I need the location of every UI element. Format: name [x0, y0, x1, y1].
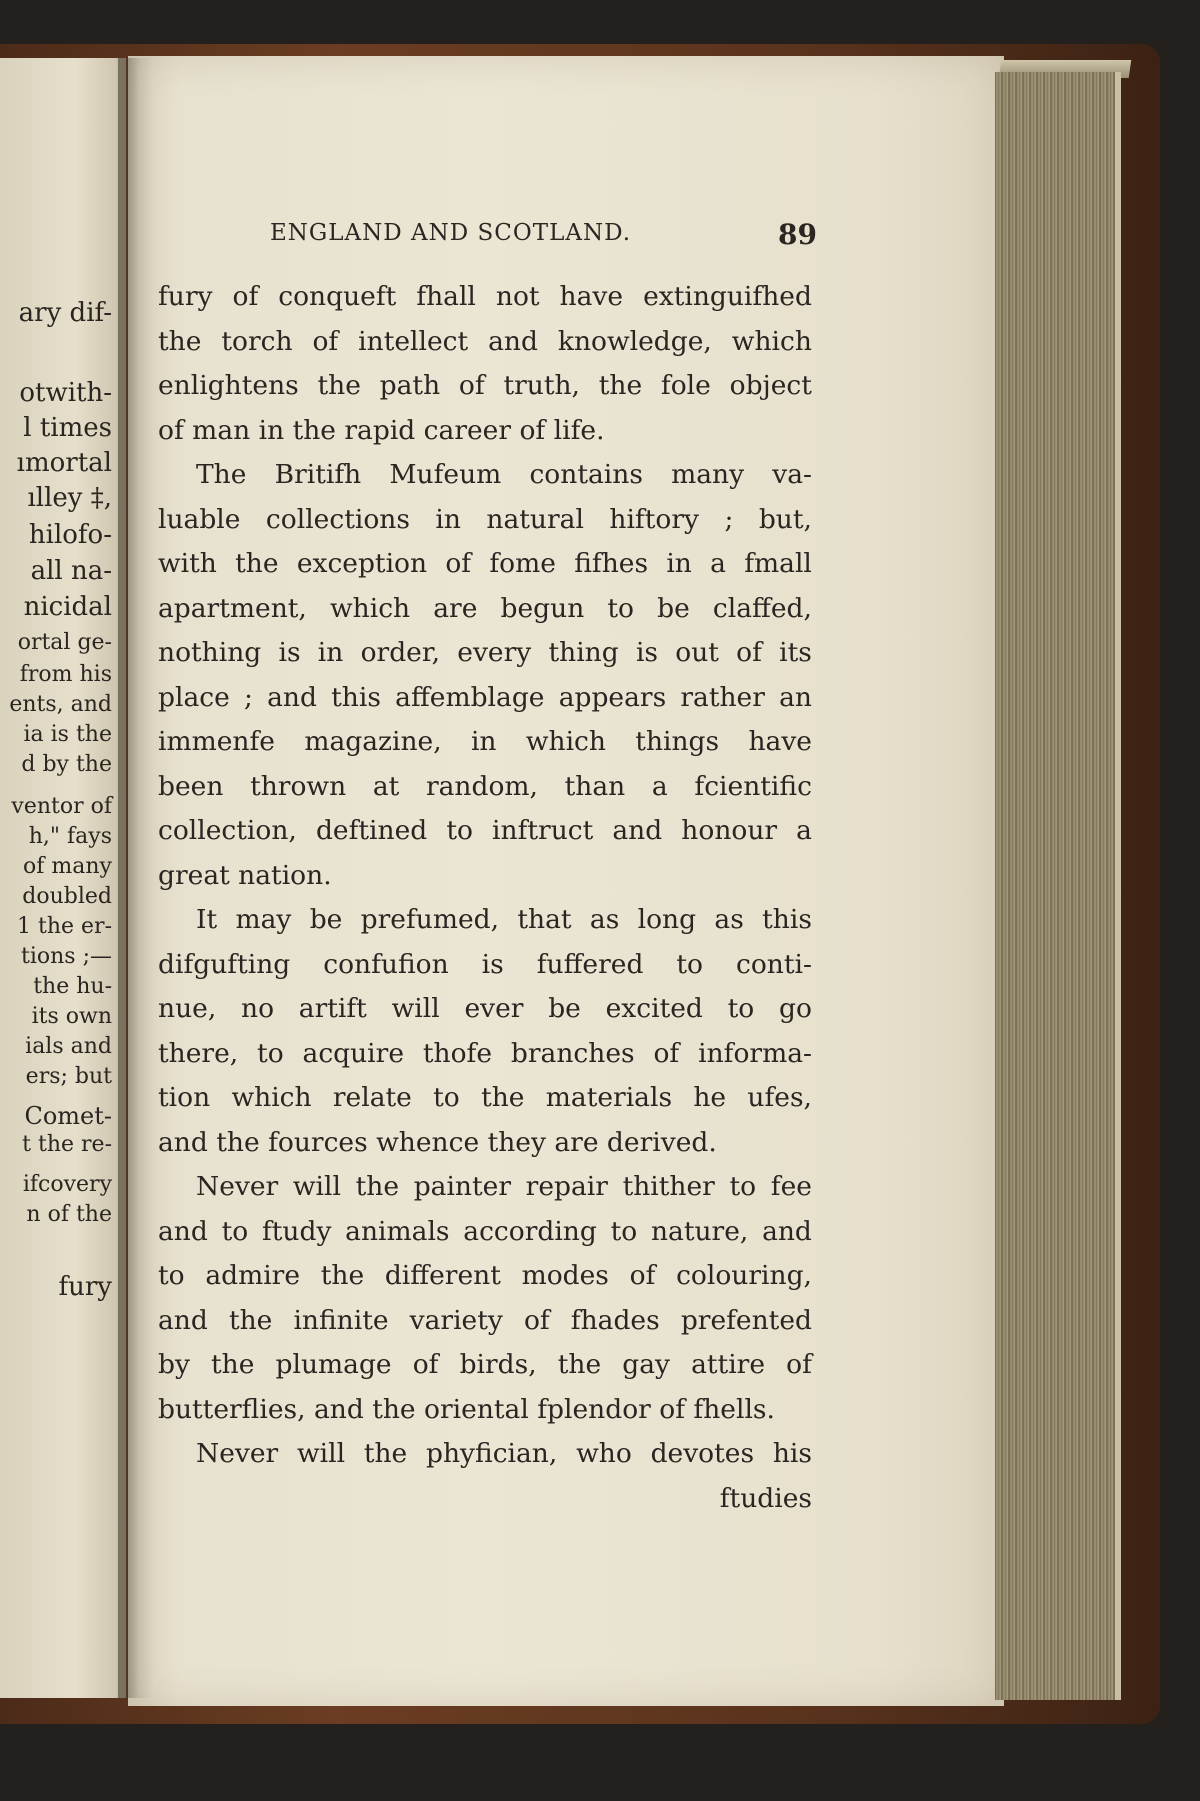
page-number: 89	[778, 218, 817, 251]
left-page-line: from his	[19, 662, 112, 687]
left-page-line: hilofo-	[28, 520, 112, 550]
left-page-line: n of the	[26, 1202, 112, 1227]
text-line: and the infinite variety of fhades prefented	[158, 1304, 812, 1336]
text-line: there, to acquire thofe branches of informa-	[158, 1037, 812, 1069]
left-page-line: ia is the	[23, 722, 112, 747]
text-line: nue, no artift will ever be excited to go	[158, 993, 812, 1024]
text-line: been thrown at random, than a fcientific	[158, 770, 812, 802]
left-page-line: of many	[23, 854, 112, 879]
left-page-line: Comet-	[24, 1102, 112, 1130]
body-text	[158, 275, 812, 1521]
left-page-line: ents, and	[9, 692, 112, 717]
text-line: and the fources whence they are derived.	[158, 1126, 717, 1158]
text-line: collection, deftined to inftruct and honour a	[158, 815, 812, 846]
text-line: the torch of intellect and knowledge, which	[158, 325, 812, 357]
text-line: fury of conqueft fhall not have extinguifhed	[158, 281, 812, 312]
text-line: nothing is in order, every thing is out of its	[158, 637, 812, 668]
running-head: ENGLAND AND SCOTLAND.	[270, 220, 632, 246]
text-line: Never will the phyfician, who devotes his	[196, 1438, 812, 1469]
text-line: of man in the rapid career of life.	[158, 414, 605, 446]
left-page-line: fury	[58, 1272, 112, 1302]
text-line: with the exception of fome fifhes in a fmall	[158, 548, 812, 579]
left-page-line: the hu-	[33, 974, 112, 999]
left-page-line: doubled	[22, 884, 112, 909]
text-line: by the plumage of birds, the gay attire of	[158, 1349, 812, 1380]
text-line: to admire the different modes of colouring,	[158, 1260, 812, 1291]
text-line: luable collections in natural hiftory ; but,	[158, 503, 812, 535]
left-page-line: ılley ‡,	[27, 483, 112, 513]
left-page-line: tions ;—	[21, 944, 112, 969]
text-line: apartment, which are begun to be claffed,	[158, 592, 812, 624]
text-line: great nation.	[158, 859, 332, 891]
text-line: tion which relate to the materials he ufes,	[158, 1082, 812, 1113]
text-line: and to ftudy animals according to nature, and	[158, 1215, 812, 1247]
left-page-line: l times	[23, 413, 112, 443]
gutter-shadow	[118, 58, 154, 1698]
page-edges	[995, 72, 1121, 1700]
left-page-line: 1 the er-	[17, 914, 112, 939]
left-page-line: ifcovery	[22, 1172, 112, 1197]
catchword: ftudies	[719, 1482, 812, 1514]
left-page-line: h," fays	[28, 824, 112, 849]
left-page-line: otwith-	[19, 378, 112, 408]
text-line: Never will the painter repair thither to fee	[196, 1171, 812, 1202]
left-page	[0, 58, 126, 1698]
left-page-line: ımortal	[16, 448, 112, 478]
left-page-line: t the re-	[22, 1132, 112, 1157]
text-line: immenfe magazine, in which things have	[158, 726, 812, 757]
left-page-line: ortal ge-	[17, 630, 112, 655]
left-page-line: nicidal	[23, 592, 112, 622]
left-page-line: d by the	[21, 752, 112, 777]
left-page-line: ventor of	[11, 794, 112, 819]
left-page-line: ials and	[25, 1034, 112, 1059]
left-page-line: ary dif-	[18, 298, 112, 328]
text-line: difgufting confufion is fuffered to conti-	[158, 948, 812, 980]
left-page-line: ers; but	[25, 1064, 112, 1089]
left-page-line: its own	[31, 1004, 112, 1029]
text-line: The Britifh Mufeum contains many va-	[196, 459, 812, 490]
text-line: enlightens the path of truth, the fole object	[158, 370, 812, 401]
text-line: It may be prefumed, that as long as this	[196, 904, 812, 935]
text-line: place ; and this affemblage appears rather an	[158, 681, 812, 713]
text-line: butterflies, and the oriental fplendor of fhells.	[158, 1393, 775, 1425]
left-page-line: all na-	[30, 556, 112, 586]
